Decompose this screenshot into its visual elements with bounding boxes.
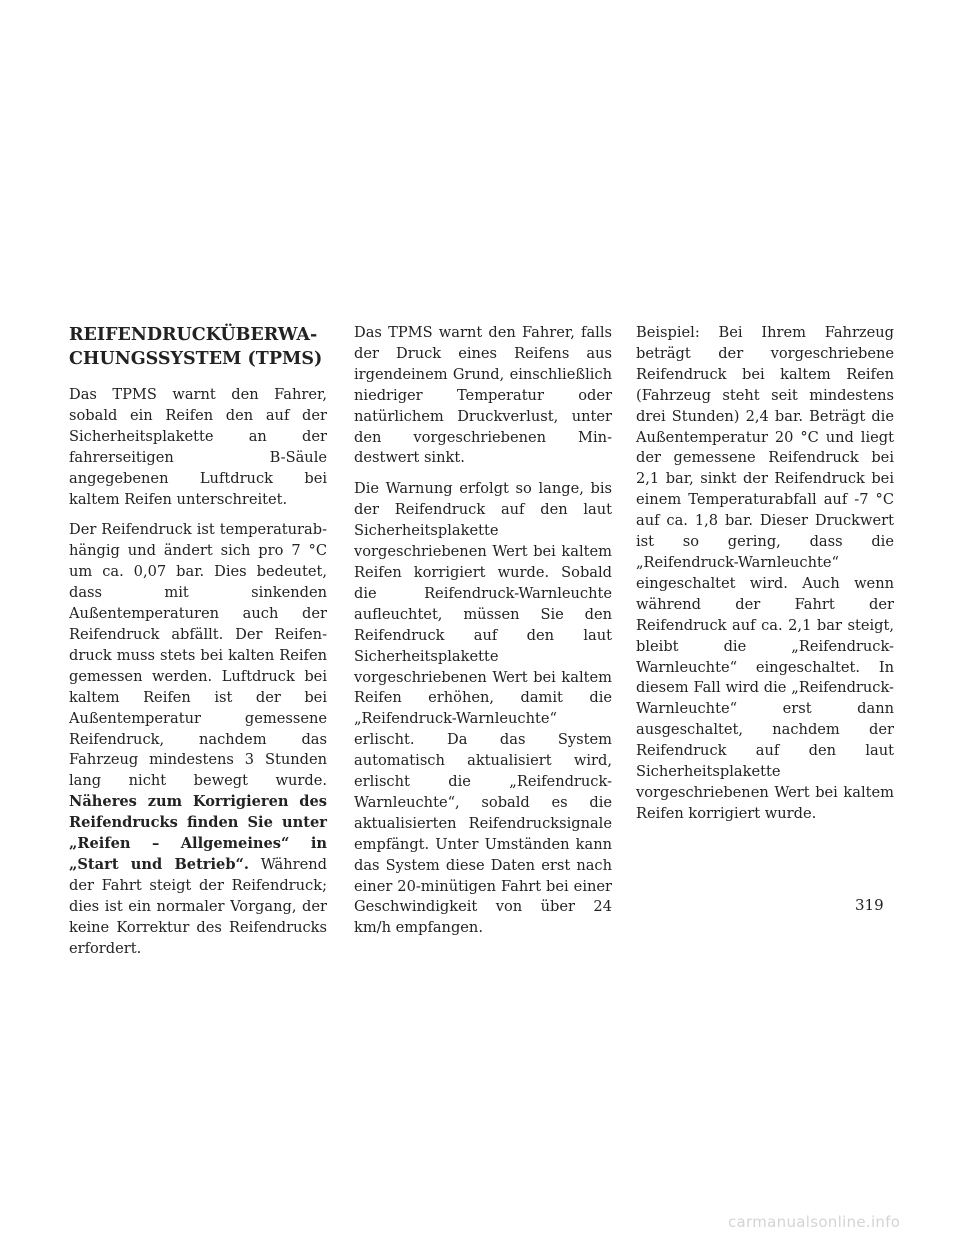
page-number: 319 <box>855 896 884 914</box>
paragraph-temperature <box>69 520 327 959</box>
text-column-2 <box>354 323 612 949</box>
paragraph-temperature-text: Der Reifendruck ist temperaturabhängig und ändert sich pro 7 °C um ca. 0,07 bar. Dies bedeutet, dass mit sinkenden Außentemperaturen auch der Reifendruck abfällt. Der Reifendruck muss stets bei kalten Reifen gemessen werden. Luftdruck bei kaltem Reifen ist der bei Außentemperatur gemessene Reifendruck, nachdem das Fahrzeug mindestens 3 Stunden lang nicht bewegt wurde. <box>69 521 327 790</box>
heading-line-2: CHUNGSSYSTEM (TPMS) <box>69 349 323 369</box>
section-heading <box>69 323 327 371</box>
cross-reference-bold: Näheres zum Korrigieren des Reifendrucks finden Sie unter „Reifen – Allgemeines“ in „Start und Betrieb“. <box>69 793 327 873</box>
text-column-3 <box>636 323 894 835</box>
paragraph-warning-duration: Die Warnung erfolgt so lange, bis der Reifendruck auf den laut Sicherheitsplakette vorgeschriebenen Wert bei kaltem Reifen korrigiert wurde. Sobald die Reifendruck-Warnleuchte aufleuchtet, müssen Sie den Reifendruck auf den laut Sicherheitsplakette vorgeschriebenen Wert bei kaltem Reifen erhöhen, damit die „Reifendruck-Warnleuchte“ erlischt. Da das System automatisch aktualisiert wird, erlischt die „Reifendruck-Warnleuchte“, sobald es die aktualisierten Reifendrucksignale empfängt. Unter Umständen kann das System diese Daten erst nach einer 20-minütigen Fahrt bei einer Geschwindigkeit von über 24 km/h empfangen. <box>354 480 612 937</box>
text-column-1 <box>69 323 327 969</box>
paragraph-warning: Das TPMS warnt den Fahrer, falls der Druck eines Reifens aus irgendeinem Grund, einschließlich niedriger Temperatur oder natürlichem Druckverlust, unter den vorgeschriebenen Mindestwert sinkt. <box>354 324 612 467</box>
paragraph-example: Beispiel: Bei Ihrem Fahrzeug beträgt der vorgeschriebene Reifendruck bei kaltem Reifen (Fahrzeug steht seit mindestens drei Stunden) 2,4 bar. Beträgt die Außentemperatur 20 °C und liegt der gemessene Reifendruck bei 2,1 bar, sinkt der Reifendruck bei einem Temperaturabfall auf -7 °C auf ca. 1,8 bar. Dieser Druckwert ist so gering, dass die „Reifendruck-Warnleuchte“ eingeschaltet wird. Auch wenn während der Fahrt der Reifendruck auf ca. 2,1 bar steigt, bleibt die „Reifendruck-Warnleuchte“ eingeschaltet. In diesem Fall wird die „Reifendruck-Warnleuchte“ erst dann ausgeschaltet, nachdem der Reifendruck auf den laut Sicherheitsplakette vorgeschriebenen Wert bei kaltem Reifen korrigiert wurde. <box>636 324 894 822</box>
watermark: carmanualsonline.info <box>728 1213 901 1231</box>
heading-line-1: REIFENDRUCKÜBERWA- <box>69 325 318 345</box>
paragraph-tpms-intro: Das TPMS warnt den Fahrer, sobald ein Reifen den auf der Sicherheitsplakette an der fahrerseitigen B-Säule angegebenen Luftdruck bei kaltem Reifen unterschreitet. <box>69 386 327 508</box>
paragraph-temperature-tail: Während der Fahrt steigt der Reifendruck; dies ist ein normaler Vorgang, der keine Korrektur des Reifendrucks erfordert. <box>69 855 327 957</box>
